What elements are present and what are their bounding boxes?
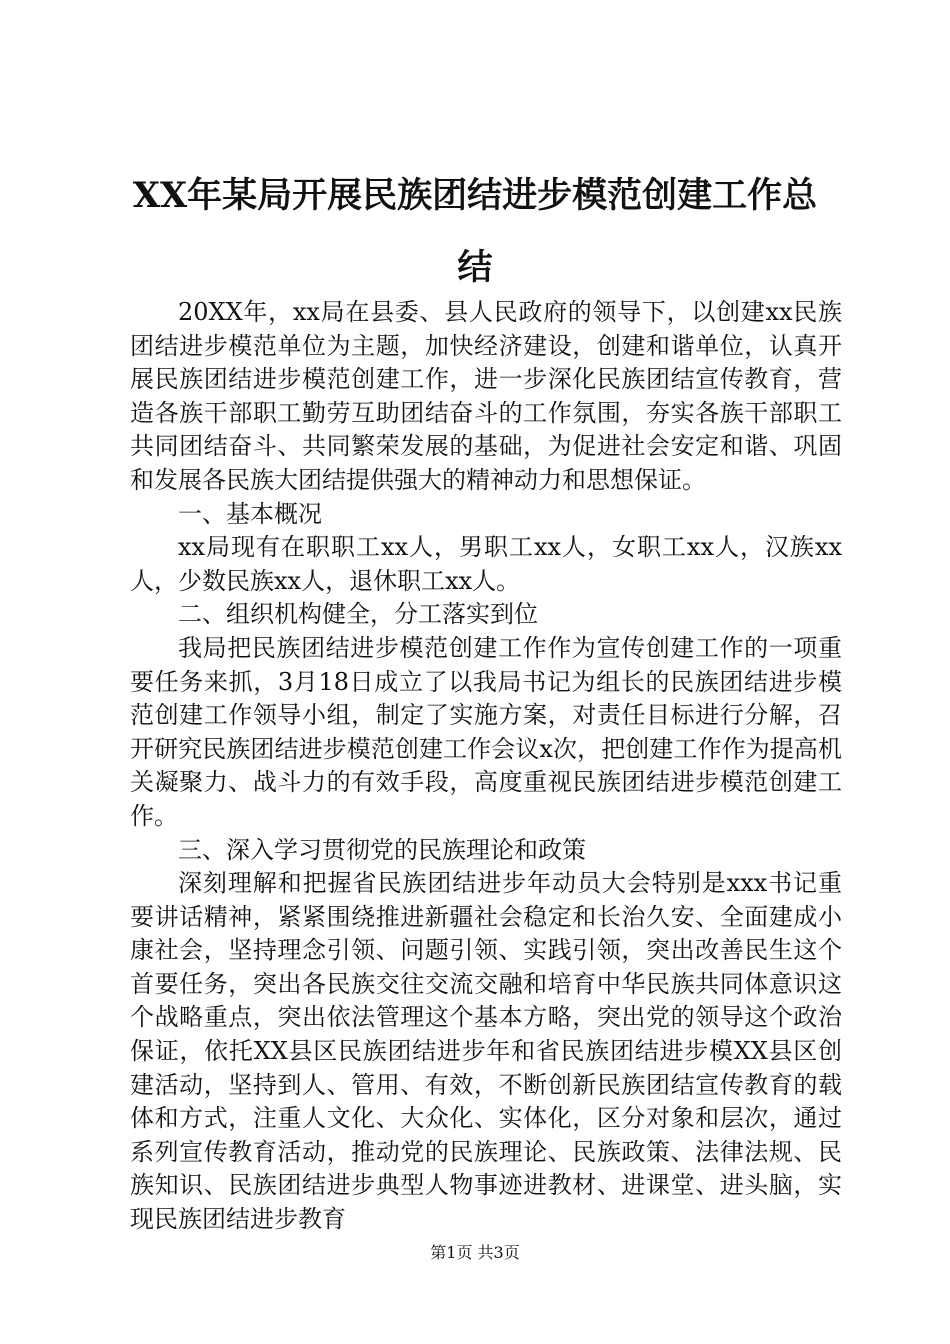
- section-heading-1: 一、基本概况: [178, 499, 322, 528]
- section-heading-2: 二、组织机构健全，分工落实到位: [178, 600, 538, 629]
- document-title: XX年某局开展民族团结进步模范创建工作总结: [132, 175, 818, 288]
- paragraph-overview: xx局现有在职职工xx人，男职工xx人，女职工xx人，汉族xx人，少数民族xx人，退休职工xx人。: [130, 533, 842, 595]
- page-footer: 第1页 共3页: [430, 1243, 520, 1262]
- paragraph-organization: 我局把民族团结进步模范创建工作作为宣传创建工作的一项重要任务来抓，3月18日成立了以我局书记为组长的民族团结进步模范创建工作领导小组，制定了实施方案，对责任目标进行分解，召开研究民族团结进步模范创建工作会议x次，把创建工作作为提高机关凝聚力、战斗力的有效手段，高度重视民族团结进步模范创建工作。: [130, 633, 842, 830]
- section-heading-3: 三、深入学习贯彻党的民族理论和政策: [178, 835, 586, 864]
- document-body: [130, 296, 842, 1237]
- paragraph-intro: 20XX年，xx局在县委、县人民政府的领导下，以创建xx民族团结进步模范单位为主题，加快经济建设，创建和谐单位，认真开展民族团结进步模范创建工作，进一步深化民族团结宣传教育，营造各族干部职工勤劳互助团结奋斗的工作氛围，夯实各族干部职工共同团结奋斗、共同繁荣发展的基础，为促进社会安定和谐、巩固和发展各民族大团结提供强大的精神动力和思想保证。: [130, 298, 842, 494]
- paragraph-study: 深刻理解和把握省民族团结进步年动员大会特别是xxx书记重要讲话精神，紧紧围绕推进新疆社会稳定和长治久安、全面建成小康社会，坚持理念引领、问题引领、实践引领，突出改善民生这个首要任务，突出各民族交往交流交融和培育中华民族共同体意识这个战略重点，突出依法管理这个基本方略，突出党的领导这个政治保证，依托XX县区民族团结进步年和省民族团结进步模XX县区创建活动，坚持到人、管用、有效，不断创新民族团结宣传教育的载体和方式，注重人文化、大众化、实体化，区分对象和层次，通过系列宣传教育活动，推动党的民族理论、民族政策、法律法规、民族知识、民族团结进步典型人物事迹进教材、进课堂、进头脑，实现民族团结进步教育: [130, 869, 842, 1234]
